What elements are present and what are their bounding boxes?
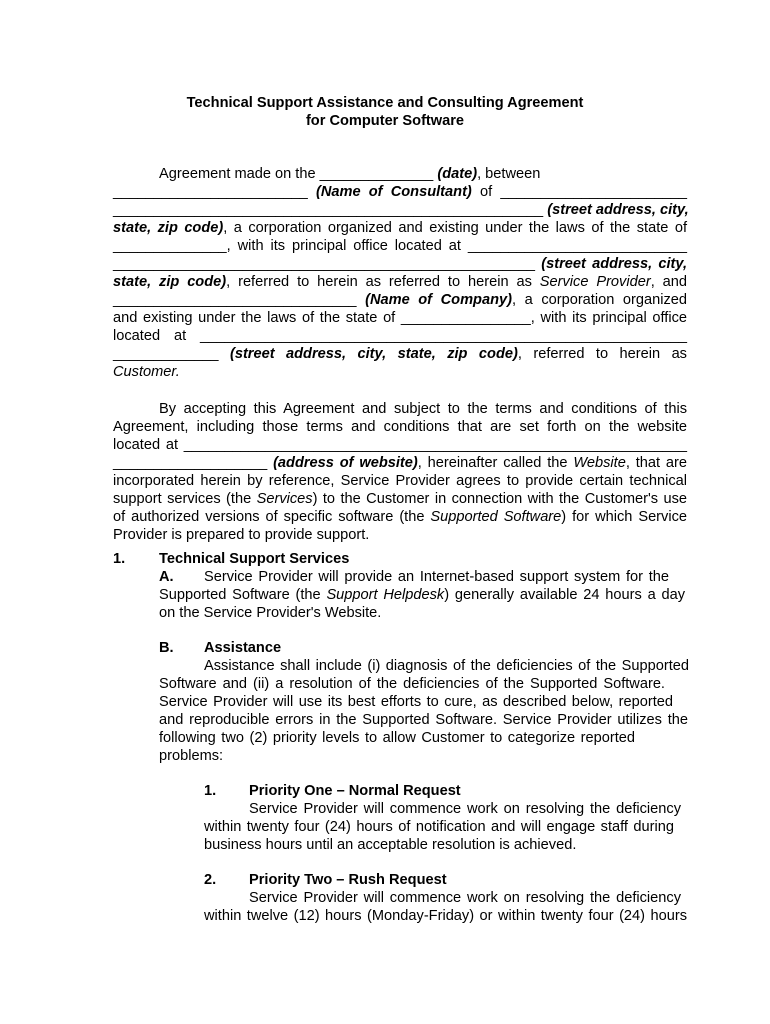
intro-text: , between bbox=[477, 166, 541, 182]
para2-line bbox=[113, 508, 687, 526]
para2-text: ) to the Customer in connection with the Customer's use bbox=[312, 491, 687, 507]
intro-text: ____________________________________________________ bbox=[113, 256, 542, 272]
section-text: Supported Software (the bbox=[159, 587, 327, 603]
document-subtitle: for Computer Software bbox=[305, 113, 465, 129]
para2-line: Agreement, including those terms and conditions that are set forth on the website bbox=[113, 419, 687, 435]
defined-term: Website bbox=[573, 455, 626, 471]
subsection-b-line: problems: bbox=[159, 748, 224, 764]
priority-heading: Priority One – Normal Request bbox=[249, 783, 461, 799]
subsection-b-line: and reproducible errors in the Supported Software. Service Provider utilizes the bbox=[159, 712, 688, 728]
priority-line: business hours until an acceptable resolution is achieved. bbox=[204, 837, 577, 853]
intro-text: ________________________ bbox=[113, 184, 316, 200]
para2-line: located at ______________________________________________________________ bbox=[113, 437, 687, 453]
intro-text: of _______________________ bbox=[471, 184, 687, 200]
intro-text: ______________________________ bbox=[113, 292, 366, 308]
subsection-a-line: on the Service Provider's Website. bbox=[159, 605, 382, 621]
placeholder-company: (Name of Company) bbox=[365, 292, 512, 308]
intro-text: , and bbox=[650, 274, 687, 290]
intro-text: _____________________________________________________ bbox=[113, 202, 548, 218]
placeholder-address: state, zip code) bbox=[113, 220, 224, 236]
defined-term: Supported Software bbox=[430, 509, 562, 525]
intro-line: Customer. bbox=[113, 364, 180, 380]
section-text: ) generally available 24 hours a day bbox=[444, 587, 686, 603]
intro-line bbox=[113, 273, 687, 291]
intro-text: , referred to herein as bbox=[517, 346, 687, 362]
para2-text: of authorized versions of specific software (the bbox=[113, 509, 431, 525]
intro-line bbox=[113, 291, 687, 309]
para2-text: ___________________ bbox=[113, 455, 274, 471]
intro-line bbox=[113, 201, 687, 219]
priority-heading: Priority Two – Rush Request bbox=[249, 872, 447, 888]
defined-term: Services bbox=[256, 491, 313, 507]
priority-line: Service Provider will commence work on resolving the deficiency bbox=[249, 890, 681, 906]
intro-text: , referred to herein as referred to herein as bbox=[226, 274, 540, 290]
placeholder-date: (date) bbox=[437, 166, 478, 182]
priority-number: 2. bbox=[204, 872, 217, 888]
priority-line: within twenty four (24) hours of notification and will engage staff during bbox=[204, 819, 674, 835]
section-number: 1. bbox=[113, 551, 126, 567]
para2-text: , that are bbox=[625, 455, 687, 471]
para2-line: incorporated herein by reference, Service Provider agrees to provide certain technical bbox=[113, 473, 687, 489]
subsection-b-line: following two (2) priority levels to allow Customer to categorize reported bbox=[159, 730, 635, 746]
intro-line: located at ____________________________________________________________ bbox=[113, 328, 687, 344]
intro-line bbox=[113, 345, 687, 363]
intro-text: _____________ bbox=[113, 346, 230, 362]
priority-number: 1. bbox=[204, 783, 217, 799]
intro-line: ______________, with its principal office located at ___________________________ bbox=[113, 238, 687, 254]
para2-line bbox=[113, 454, 687, 472]
para2-line: Provider is prepared to provide support. bbox=[113, 527, 370, 543]
para2-text: , hereinafter called the bbox=[417, 455, 574, 471]
intro-line bbox=[113, 183, 687, 201]
priority-line: within twelve (12) hours (Monday-Friday) or within twenty four (24) hours bbox=[204, 908, 687, 924]
subsection-b-line: Service Provider will use its best efforts to cure, as described below, reported bbox=[159, 694, 673, 710]
subsection-label: A. bbox=[159, 569, 174, 585]
defined-term: Support Helpdesk bbox=[326, 587, 445, 603]
subsection-a-line: Service Provider will provide an Internet-based support system for the bbox=[204, 569, 669, 585]
intro-text: , a corporation organized and existing under the laws of the state of bbox=[223, 220, 688, 236]
placeholder-website: (address of website) bbox=[273, 455, 418, 471]
section-heading: Technical Support Services bbox=[159, 551, 350, 567]
intro-line bbox=[113, 255, 687, 273]
subsection-a-line bbox=[159, 586, 685, 604]
placeholder-address: (street address, city, bbox=[541, 256, 688, 272]
para2-text: ) for which Service bbox=[561, 509, 687, 525]
document-title: Technical Support Assistance and Consulting Agreement bbox=[186, 95, 584, 111]
subsection-b-line: Assistance shall include (i) diagnosis of the deficiencies of the Supported bbox=[204, 658, 689, 674]
subsection-label: B. bbox=[159, 640, 174, 656]
placeholder-address: state, zip code) bbox=[113, 274, 227, 290]
para2-line bbox=[113, 490, 687, 508]
intro-text: Agreement made on the ______________ bbox=[159, 166, 438, 182]
placeholder-address: (street address, city, bbox=[547, 202, 689, 218]
para2-line: By accepting this Agreement and subject to the terms and conditions of this bbox=[159, 401, 687, 417]
defined-term: Service Provider bbox=[539, 274, 651, 290]
para2-text: support services (the bbox=[113, 491, 257, 507]
intro-line bbox=[113, 165, 687, 183]
priority-line: Service Provider will commence work on resolving the deficiency bbox=[249, 801, 681, 817]
subsection-heading: Assistance bbox=[204, 640, 282, 656]
intro-text: , a corporation organized bbox=[511, 292, 688, 308]
intro-line: and existing under the laws of the state of ________________, with its principal office bbox=[113, 310, 687, 326]
placeholder-consultant: (Name of Consultant) bbox=[315, 184, 472, 200]
intro-line bbox=[113, 219, 687, 237]
subsection-b-line: Software and (ii) a resolution of the deficiencies of the Supported Software. bbox=[159, 676, 665, 692]
placeholder-address: (street address, city, state, zip code) bbox=[229, 346, 518, 362]
